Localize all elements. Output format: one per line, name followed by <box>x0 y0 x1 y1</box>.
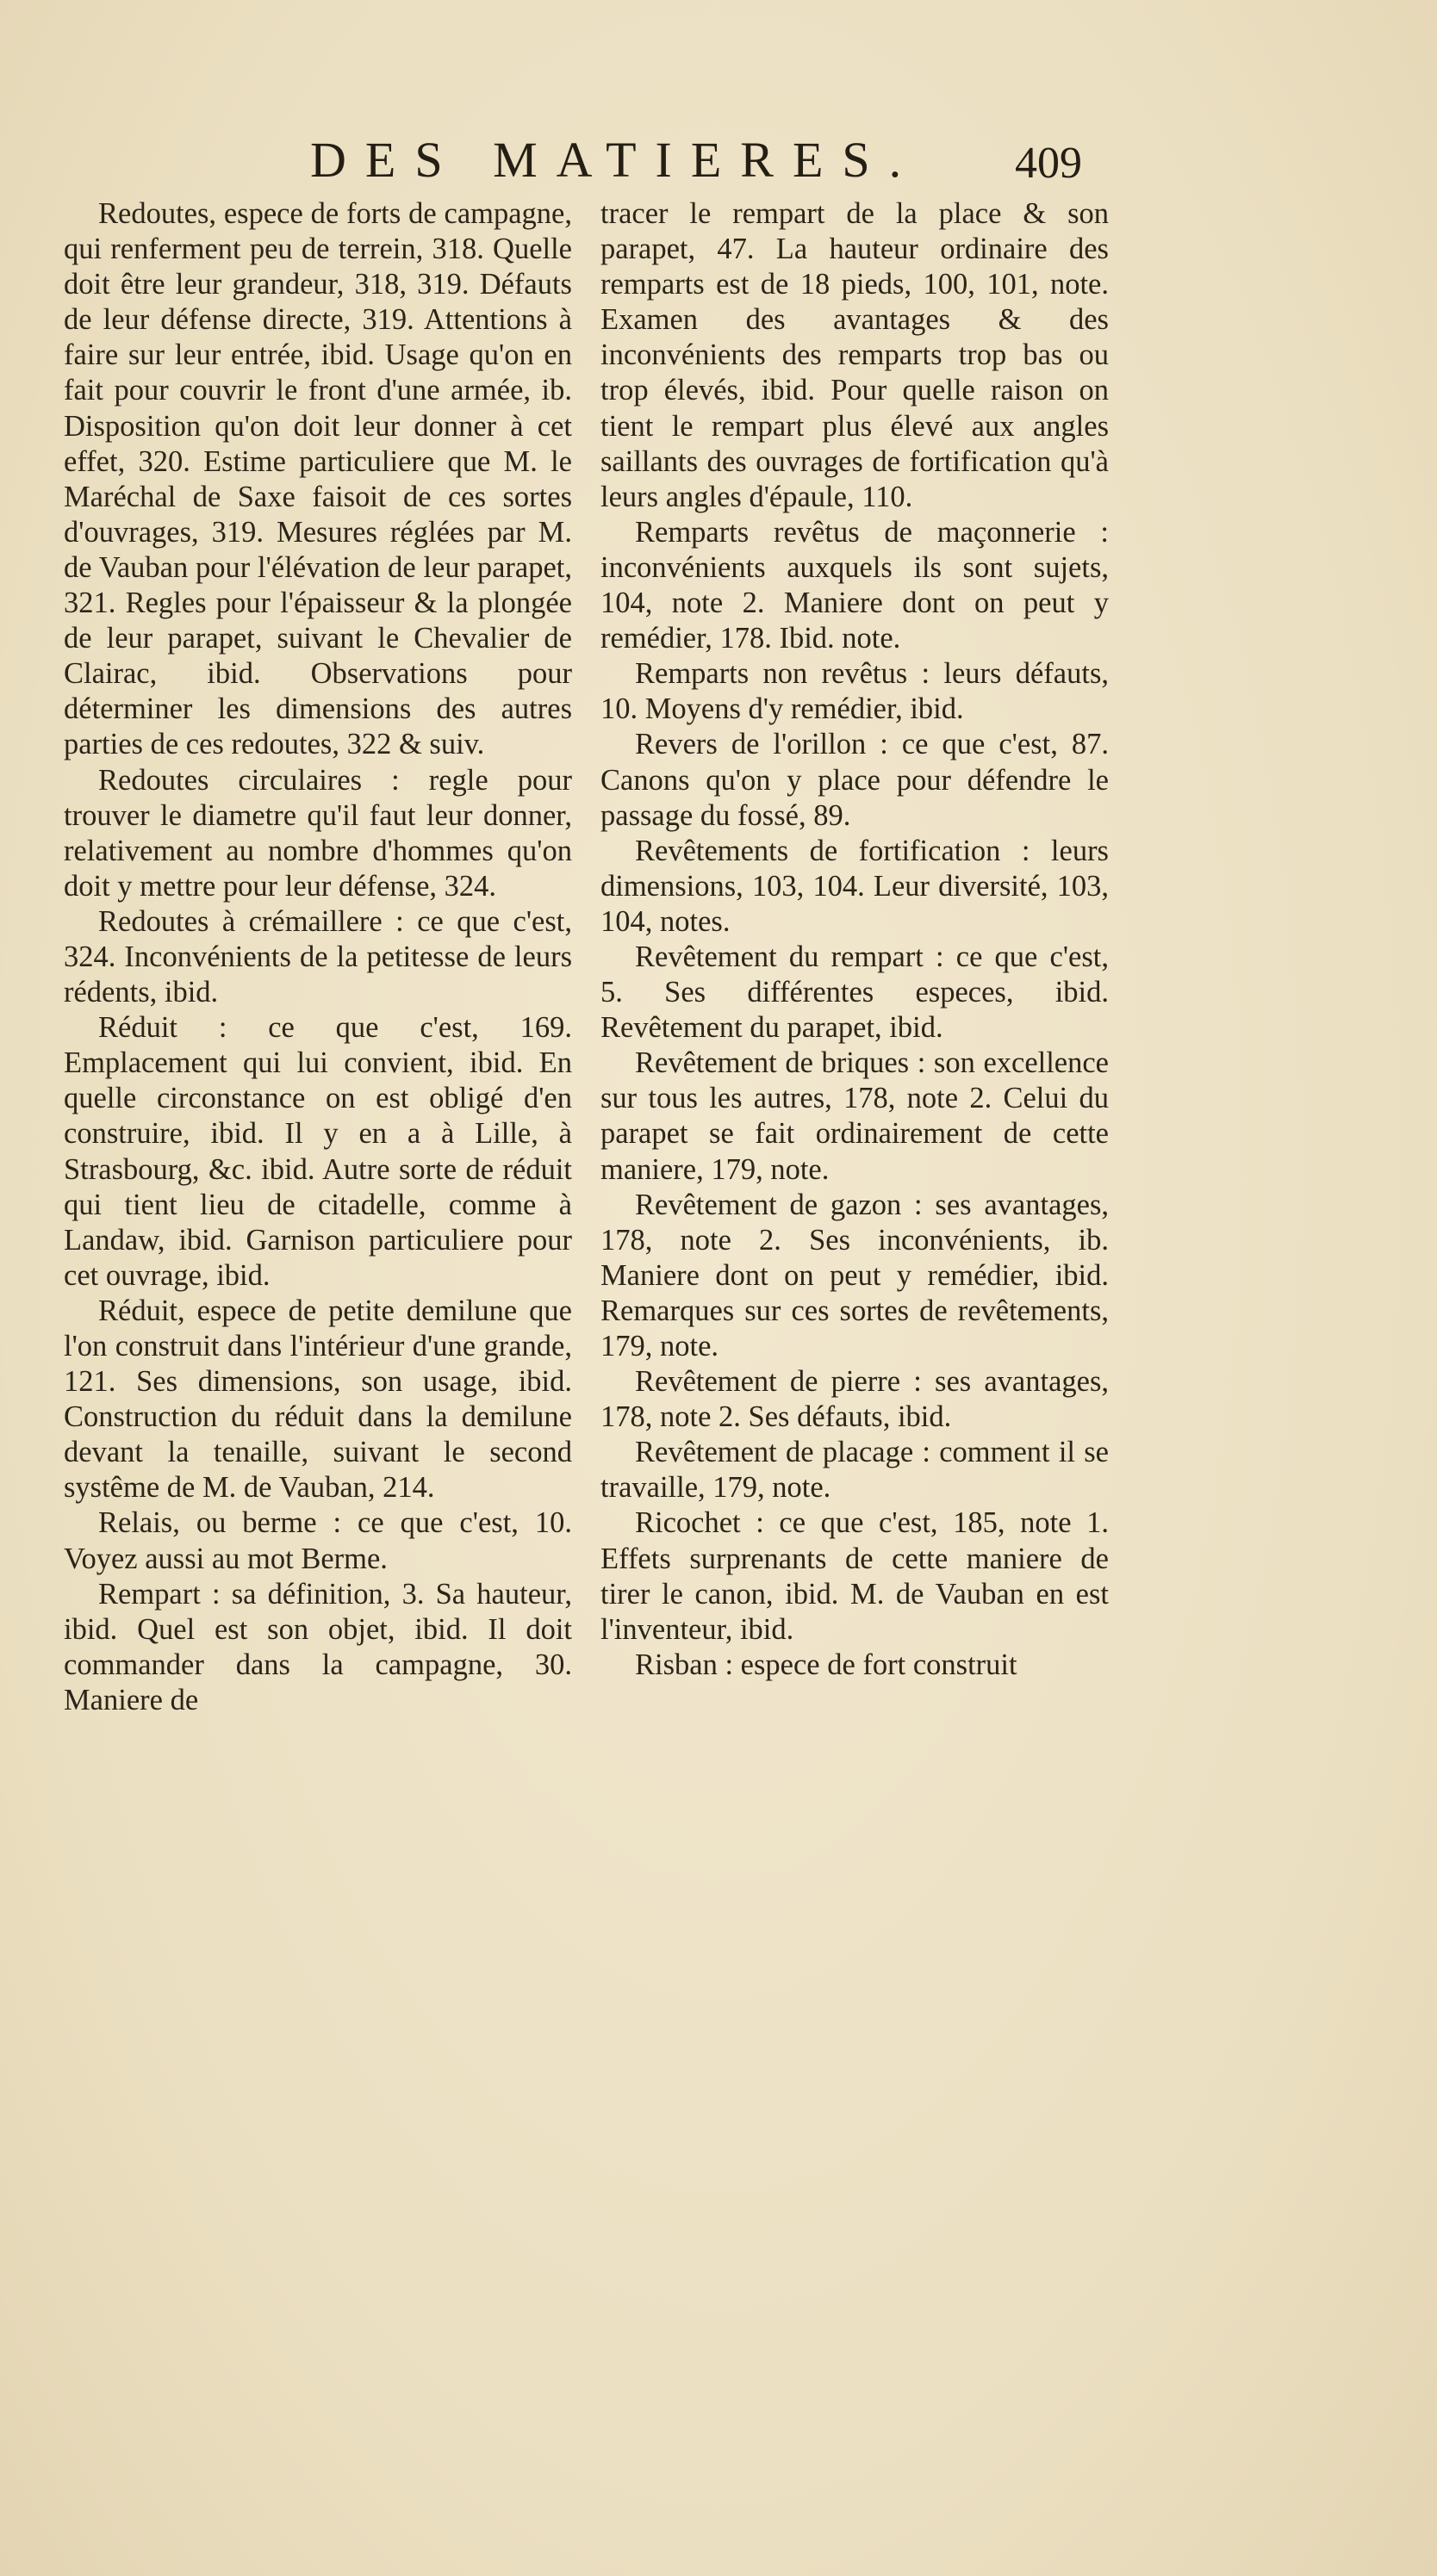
index-entry: Revêtement de placage : comment il se travaille, 179, note. <box>600 1436 1109 1505</box>
page-number: 409 <box>1015 139 1082 188</box>
index-entry: Revêtements de fortification : leurs dimensions, 103, 104. Leur diversité, 103, 104, notes. <box>600 834 1109 938</box>
index-entry: Redoutes à crémaillere : ce que c'est, 324. Inconvénients de la petitesse de leurs rédents, ibid. <box>64 904 572 1009</box>
index-entry: Revêtement de gazon : ses avantages, 178, note 2. Ses inconvénients, ib. Maniere dont on peut y remédier, ibid. Remarques sur ces sortes de revêtements, 179, note. <box>600 1188 1109 1362</box>
index-entry: Relais, ou berme : ce que c'est, 10. Voyez aussi au mot Berme. <box>64 1506 572 1575</box>
index-entry: Revers de l'orillon : ce que c'est, 87. Canons qu'on y place pour défendre le passage du fossé, 89. <box>600 728 1109 832</box>
index-entry: Ricochet : ce que c'est, 185, note 1. Effets surprenants de cette maniere de tirer le canon, ibid. M. de Vauban en est l'inventeur, ibid. <box>600 1506 1109 1646</box>
index-entry: Réduit, espece de petite demilune que l'on construit dans l'intérieur d'une grande, 121. Ses dimensions, son usage, ibid. Construction du réduit dans la demilune devant la tenaille, suivant le second systême de M. de Vauban, 214. <box>64 1294 572 1505</box>
index-entry: Redoutes circulaires : regle pour trouver le diametre qu'il faut leur donner, relativement au nombre d'hommes qu'on doit y mettre pour leur défense, 324. <box>64 763 572 903</box>
index-entry: Revêtement du rempart : ce que c'est, 5. Ses différentes especes, ibid. Revêtement du parapet, ibid. <box>600 940 1109 1045</box>
index-entry: Risban : espece de fort construit <box>635 1648 1017 1681</box>
index-entry-continued: tracer le rempart de la place & son parapet, 47. La hauteur ordinaire des remparts est de 18 pieds, 100, 101, note. Examen des avantages & des inconvénients des remparts trop bas ou trop élevés, ibid. Pour quelle raison on tient le rempart plus élevé aux angles saillants des ouvrages de fortification qu'à leurs angles d'épaule, 110. <box>600 197 1109 513</box>
running-head: DES MATIERES. <box>310 132 921 188</box>
index-entry: Revêtement de briques : son excellence sur tous les autres, 178, note 2. Celui du parapet se fait ordinairement de cette maniere, 179, note. <box>600 1046 1109 1186</box>
right-column <box>600 196 1109 1683</box>
index-entry: Réduit : ce que c'est, 169. Emplacement qui lui convient, ibid. En quelle circonstance on est obligé d'en construire, ibid. Il y en a à Lille, à Strasbourg, &c. ibid. Autre sorte de réduit qui tient lieu de citadelle, comme à Landaw, ibid. Garnison particuliere pour cet ouvrage, ibid. <box>64 1011 572 1292</box>
left-column <box>64 196 572 1718</box>
index-entry: Redoutes, espece de forts de campagne, qui renferment peu de terrein, 318. Quelle doit être leur grandeur, 318, 319. Défauts de leur défense directe, 319. Attentions à faire sur leur entrée, ibid. Usage qu'on en fait pour couvrir le front d'une armée, ib. Disposition qu'on doit leur donner à cet effet, 320. Estime particuliere que M. le Maréchal de Saxe faisoit de ces sortes d'ouvrages, 319. Mesures réglées par M. de Vauban pour l'élévation de leur parapet, 321. Regles pour l'épaisseur & la plongée de leur parapet, suivant le Chevalier de Clairac, ibid. Observations pour déterminer les dimensions des autres parties de ces redoutes, 322 & suiv. <box>64 197 572 761</box>
index-entry: Revêtement de pierre : ses avantages, 178, note 2. Ses défauts, ibid. <box>600 1365 1109 1434</box>
index-entry: Remparts revêtus de maçonnerie : inconvénients auxquels ils sont sujets, 104, note 2. Maniere dont on peut y remédier, 178. Ibid. note. <box>600 515 1109 655</box>
index-entry: Rempart : sa définition, 3. Sa hauteur, ibid. Quel est son objet, ibid. Il doit commander dans la campagne, 30. Maniere de <box>64 1577 572 1716</box>
index-entry: Remparts non revêtus : leurs défauts, 10. Moyens d'y remédier, ibid. <box>600 657 1109 726</box>
